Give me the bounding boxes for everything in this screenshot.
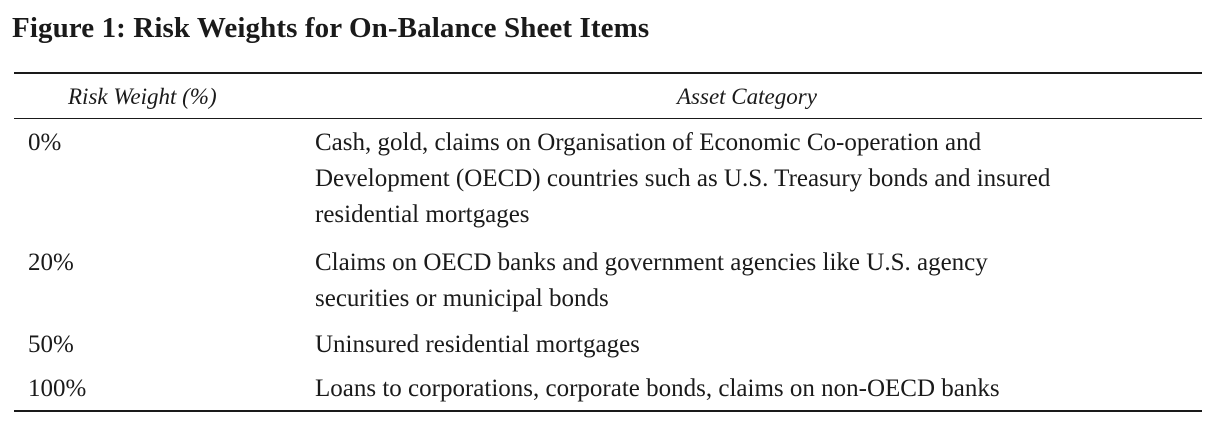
risk-weight-cell: 100%: [28, 375, 87, 402]
column-header-risk-weight: Risk Weight (%): [68, 84, 217, 109]
figure-title: Figure 1: Risk Weights for On-Balance Sheet Items: [12, 12, 650, 44]
asset-category-line: Claims on OECD banks and government agencies like U.S. agency: [315, 249, 988, 276]
table-top-rule: [14, 72, 1202, 74]
asset-category-line: Loans to corporations, corporate bonds, claims on non-OECD banks: [315, 375, 1000, 402]
risk-weight-cell: 20%: [28, 249, 74, 276]
asset-category-cell: [315, 327, 1195, 363]
header-divider-rule: [14, 118, 1202, 119]
asset-category-line: residential mortgages: [315, 201, 530, 228]
table-bottom-rule: [14, 410, 1202, 412]
asset-category-line: Development (OECD) countries such as U.S. Treasury bonds and insured: [315, 165, 1051, 192]
asset-category-cell: [315, 245, 1195, 317]
asset-category-line: securities or municipal bonds: [315, 285, 609, 312]
risk-weight-cell: 50%: [28, 331, 74, 358]
risk-weight-cell: 0%: [28, 129, 62, 156]
asset-category-line: Cash, gold, claims on Organisation of Economic Co-operation and: [315, 129, 982, 156]
asset-category-cell: [315, 125, 1195, 233]
asset-category-cell: [315, 371, 1195, 407]
asset-category-line: Uninsured residential mortgages: [315, 331, 640, 358]
column-header-asset-category: Asset Category: [677, 84, 817, 109]
